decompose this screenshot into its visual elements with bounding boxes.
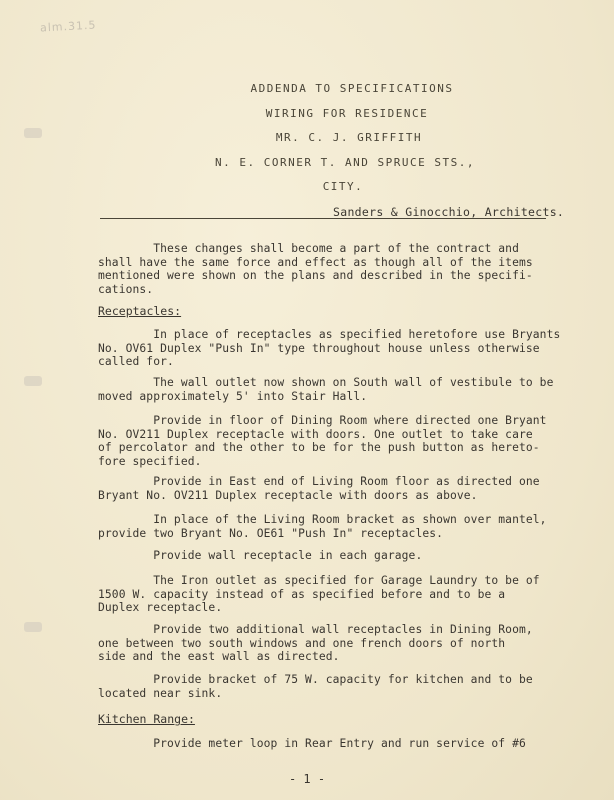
receptacle-paragraph: Provide in East end of Living Room floor as directed one Bryant No. OV211 Duplex receptacle with doors as above.	[98, 475, 540, 502]
receptacle-paragraph: In place of receptacles as specified heretofore use Bryants No. OV61 Duplex "Push In" type throughout house unless otherwise called for.	[98, 328, 561, 369]
intro-paragraph: These changes shall become a part of the contract and shall have the same force and effect as though all of the items mentioned were shown on the plans and described in the specifi- cations.	[98, 242, 533, 296]
section-heading-receptacles: Receptacles:	[98, 304, 182, 318]
client-address: N. E. CORNER T. AND SPRUCE STS.,	[215, 156, 475, 169]
punch-hole	[24, 622, 42, 632]
receptacle-paragraph: The wall outlet now shown on South wall of vestibule to be moved approximately 5' into Stair Hall.	[98, 376, 554, 403]
punch-hole	[24, 376, 42, 386]
receptacle-paragraph: Provide wall receptacle in each garage.	[98, 549, 423, 562]
receptacle-paragraph: Provide in floor of Dining Room where directed one Bryant No. OV211 Duplex receptacle with doors. One outlet to take care of percolator and the other to be for the push button as hereto- fore specified.	[98, 414, 547, 468]
kitchen-paragraph: Provide meter loop in Rear Entry and run service of #6	[98, 737, 526, 750]
doc-title: ADDENDA TO SPECIFICATIONS	[250, 82, 454, 95]
pencil-annotation: alm.31.5	[39, 18, 97, 35]
section-heading-kitchen-range: Kitchen Range:	[98, 712, 195, 726]
doc-subtitle: WIRING FOR RESIDENCE	[265, 107, 429, 120]
receptacle-paragraph: Provide two additional wall receptacles in Dining Room, one between two south windows and one french doors of north side and the east wall as directed.	[98, 623, 533, 664]
header-divider	[100, 218, 546, 219]
client-name: MR. C. J. GRIFFITH	[275, 131, 423, 144]
punch-hole	[24, 128, 42, 138]
architects-line: Sanders & Ginocchio, Architects.	[333, 205, 565, 219]
page-number: - 1 -	[288, 772, 326, 786]
client-city: CITY.	[322, 180, 364, 193]
receptacle-paragraph: The Iron outlet as specified for Garage Laundry to be of 1500 W. capacity instead of as specified before and to be a Duplex receptacle.	[98, 574, 540, 615]
receptacle-paragraph: Provide bracket of 75 W. capacity for kitchen and to be located near sink.	[98, 673, 533, 700]
receptacle-paragraph: In place of the Living Room bracket as shown over mantel, provide two Bryant No. OE61 "Push In" receptacles.	[98, 513, 547, 540]
